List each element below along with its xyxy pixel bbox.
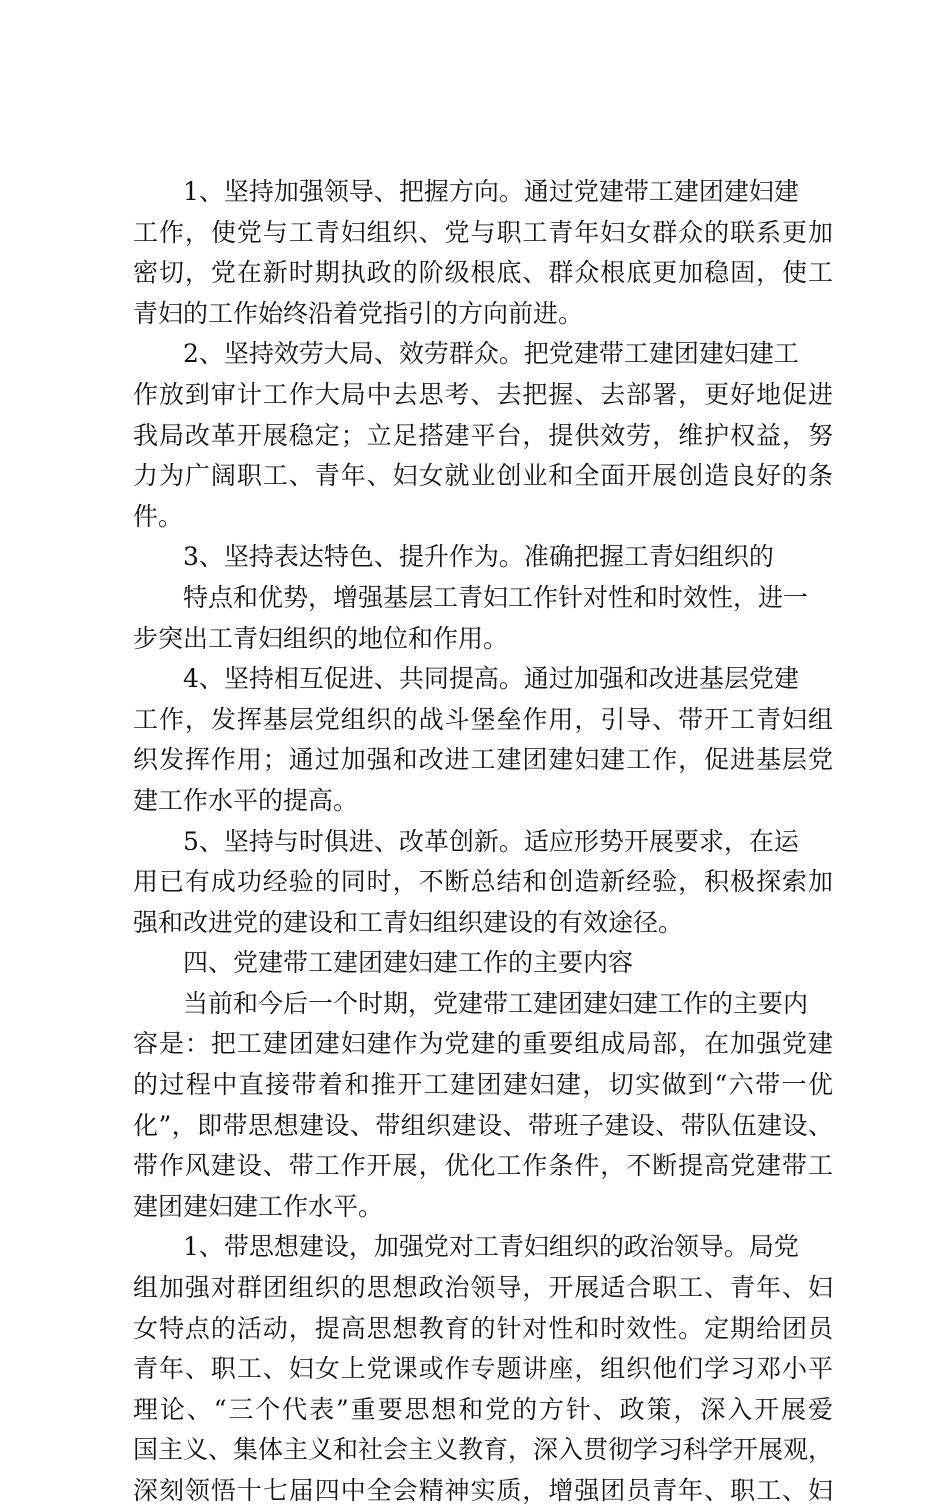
text-line: 特点和优势，增强基层工青妇工作针对性和时效性，进一 [183, 582, 809, 612]
text-line: 理论、“三个代表”重要思想和党的方针、政策，深入开展爱 [133, 1394, 833, 1424]
text-line: 容是：把工建团建妇建作为党建的重要组成局部，在加强党建 [133, 1029, 833, 1059]
text-line: 化”，即带思想建设、带组织建设、带班子建设、带队伍建设、 [133, 1110, 833, 1140]
text-line: 5、坚持与时俱进、改革创新。适应形势开展要求，在运 [183, 826, 799, 856]
text-line: 国主义、集体主义和社会主义教育，深入贯彻学习科学开展观， [133, 1435, 833, 1465]
text-line: 青妇的工作始终沿着党指引的方向前进。 [133, 298, 584, 328]
text-line: 四、党建带工建团建妇建工作的主要内容 [183, 948, 634, 978]
text-line: 建工作水平的提高。 [133, 785, 359, 815]
text-line: 织发挥作用；通过加强和改进工建团建妇建工作，促进基层党 [133, 745, 833, 775]
text-line: 1、坚持加强领导、把握方向。通过党建带工建团建妇建 [183, 177, 799, 206]
text-line: 2、坚持效劳大局、效劳群众。把党建带工建团建妇建工 [183, 339, 799, 369]
text-line: 强和改进党的建设和工青妇组织建设的有效途径。 [133, 907, 684, 937]
text-line: 3、坚持表达特色、提升作为。准确把握工青妇组织的 [183, 542, 774, 572]
text-line: 用已有成功经验的同时，不断总结和创造新经验，积极探索加 [133, 867, 833, 897]
text-line: 组加强对群团组织的思想政治领导，开展适合职工、青年、妇 [133, 1273, 833, 1303]
document-body [133, 172, 833, 1512]
text-line: 1、带思想建设，加强党对工青妇组织的政治领导。局党 [183, 1232, 799, 1262]
text-line: 件。 [133, 501, 184, 531]
text-line: 深刻领悟十七届四中全会精神实质，增强团员青年、职工、妇 [133, 1476, 833, 1505]
text-line: 的过程中直接带着和推开工建团建妇建，切实做到“六带一优 [133, 1070, 833, 1100]
text-line: 建团建妇建工作水平。 [133, 1191, 384, 1221]
text-line: 密切，党在新时期执政的阶级根底、群众根底更加稳固，使工 [133, 258, 833, 288]
text-line: 工作，发挥基层党组织的战斗堡垒作用，引导、带开工青妇组 [133, 704, 833, 734]
text-line: 我局改革开展稳定；立足搭建平台，提供效劳，维护权益，努 [133, 420, 833, 450]
text-line: 4、坚持相互促进、共同提高。通过加强和改进基层党建 [183, 664, 799, 694]
text-line: 工作，使党与工青妇组织、党与职工青年妇女群众的联系更加 [133, 217, 833, 247]
text-line: 青年、职工、妇女上党课或作专题讲座，组织他们学习邓小平 [133, 1354, 833, 1384]
text-line: 作放到审计工作大局中去思考、去把握、去部署，更好地促进 [133, 379, 833, 409]
text-line: 带作风建设、带工作开展，优化工作条件，不断提高党建带工 [133, 1151, 833, 1181]
text-line: 当前和今后一个时期，党建带工建团建妇建工作的主要内 [183, 988, 809, 1018]
text-line: 力为广阔职工、青年、妇女就业创业和全面开展创造良好的条 [133, 461, 833, 491]
text-line: 步突出工青妇组织的地位和作用。 [133, 623, 509, 653]
text-line: 女特点的活动，提高思想教育的针对性和时效性。定期给团员 [133, 1313, 833, 1343]
